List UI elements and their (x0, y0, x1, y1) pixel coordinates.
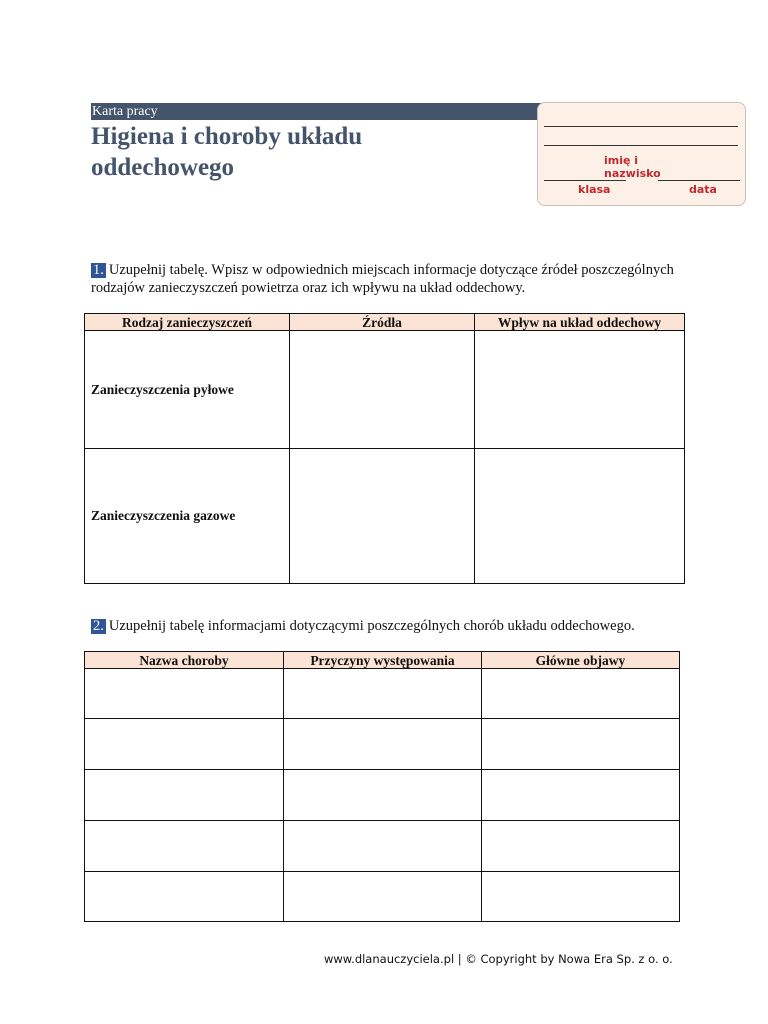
answer-cell[interactable] (475, 449, 685, 584)
answer-cell[interactable] (284, 872, 482, 922)
column-header: Wpływ na układ oddechowy (475, 314, 685, 331)
answer-cell[interactable] (482, 719, 680, 770)
date-label: data (689, 183, 717, 196)
answer-cell[interactable] (85, 821, 284, 872)
date-line[interactable] (658, 180, 740, 181)
answer-cell[interactable] (482, 821, 680, 872)
task-1-text: Uzupełnij tabelę. Wpisz w odpowiednich miejscach informacje dotyczące źródeł poszczególnych rodzajów zanieczyszczeń powietrza oraz ich wpływu na układ oddechowy. (91, 262, 674, 296)
task-1-instruction (91, 261, 691, 297)
answer-cell[interactable] (85, 719, 284, 770)
task-2-text: Uzupełnij tabelę informacjami dotyczącymi poszczególnych chorób układu oddechowego. (108, 618, 635, 634)
answer-cell[interactable] (482, 669, 680, 719)
student-info-box (537, 102, 746, 206)
answer-cell[interactable] (284, 821, 482, 872)
task-2-instruction (91, 617, 691, 635)
answer-cell[interactable] (284, 770, 482, 821)
answer-cell[interactable] (475, 331, 685, 449)
answer-cell[interactable] (284, 719, 482, 770)
task-2-number: 2. (93, 618, 104, 634)
class-label: klasa (578, 183, 611, 196)
table-row (85, 669, 680, 719)
answer-cell[interactable] (290, 331, 475, 449)
worksheet-label: Karta pracy (92, 104, 158, 119)
column-header: Przyczyny występowania (284, 652, 482, 669)
table-row (85, 449, 685, 584)
column-header: Nazwa choroby (85, 652, 284, 669)
table-header-row (85, 314, 685, 331)
name-line-2[interactable] (544, 145, 738, 146)
answer-cell[interactable] (85, 872, 284, 922)
column-header: Rodzaj zanieczyszczeń (85, 314, 290, 331)
answer-cell[interactable] (85, 669, 284, 719)
answer-cell[interactable] (482, 872, 680, 922)
pollution-table (84, 313, 685, 584)
worksheet-label-bar (91, 103, 543, 120)
name-label: imię i nazwisko (604, 154, 661, 180)
answer-cell[interactable] (85, 770, 284, 821)
class-line[interactable] (544, 180, 626, 181)
table-row (85, 770, 680, 821)
table-header-row (85, 652, 680, 669)
name-line-1[interactable] (544, 126, 738, 127)
page-title: Higiena i choroby układu oddechowego (91, 123, 363, 181)
table-row (85, 719, 680, 770)
answer-cell[interactable] (290, 449, 475, 584)
answer-cell[interactable] (284, 669, 482, 719)
copyright-footer: www.dlanauczyciela.pl | © Copyright by Nowa Era Sp. z o. o. (324, 952, 673, 966)
task-1-number: 1. (93, 262, 104, 278)
column-header: Główne objawy (482, 652, 680, 669)
column-header: Źródła (290, 314, 475, 331)
row-label: Zanieczyszczenia gazowe (85, 449, 290, 584)
row-label: Zanieczyszczenia pyłowe (85, 331, 290, 449)
table-row (85, 872, 680, 922)
diseases-table (84, 651, 680, 922)
table-row (85, 331, 685, 449)
table-row (85, 821, 680, 872)
answer-cell[interactable] (482, 770, 680, 821)
